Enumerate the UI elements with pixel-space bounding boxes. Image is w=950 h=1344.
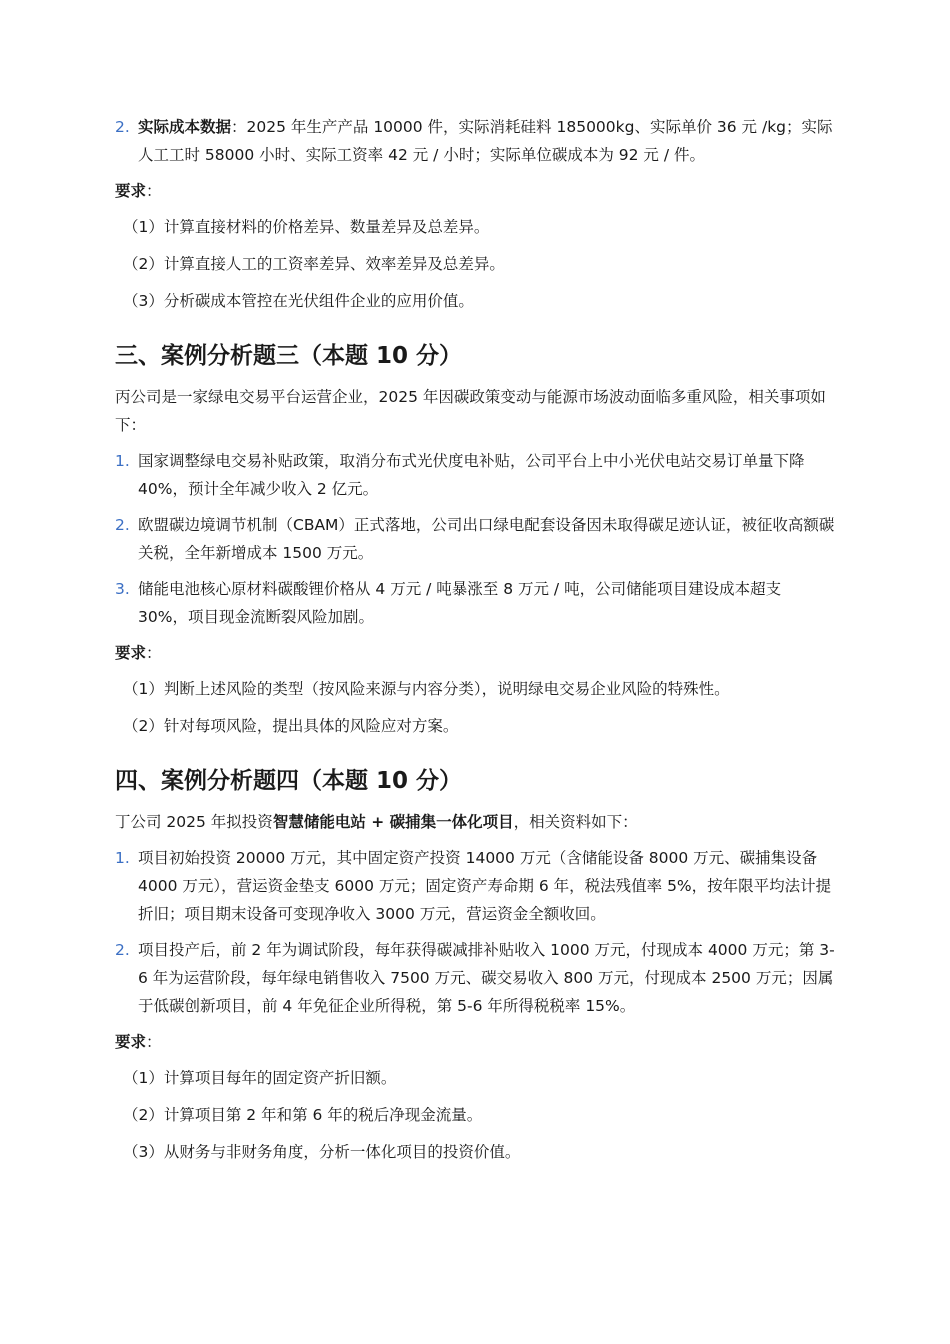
requirement-item: （1）计算项目每年的固定资产折旧额。	[123, 1069, 397, 1087]
list-item-text: 国家调整绿电交易补贴政策，取消分布式光伏度电补贴，公司平台上中小光伏电站交易订单量下降 40%，预计全年减少收入 2 亿元。	[138, 452, 805, 498]
list-number: 1.	[115, 849, 130, 867]
list-number: 2.	[115, 516, 130, 534]
section-title: 三、案例分析题三（本题 10 分）	[115, 343, 463, 369]
requirements-label: 要求：	[115, 644, 162, 662]
section-title: 四、案例分析题四（本题 10 分）	[115, 768, 463, 794]
list-item	[115, 575, 835, 631]
section-intro: 丙公司是一家绿电交易平台运营企业，2025 年因碳政策变动与能源市场波动面临多重风险，相关事项如下：	[115, 388, 826, 434]
list-item-text: 储能电池核心原材料碳酸锂价格从 4 万元 / 吨暴涨至 8 万元 / 吨，公司储能项目建设成本超支 30%，项目现金流断裂风险加剧。	[138, 580, 782, 626]
list-item	[115, 511, 835, 567]
list-item	[115, 936, 835, 1020]
requirements-label: 要求：	[115, 1033, 162, 1051]
list-item	[115, 844, 835, 928]
requirement-item: （3）从财务与非财务角度，分析一体化项目的投资价值。	[123, 1143, 521, 1161]
requirement-item: （2）针对每项风险，提出具体的风险应对方案。	[123, 717, 459, 735]
requirement-item: （1）判断上述风险的类型（按风险来源与内容分类），说明绿电交易企业风险的特殊性。	[123, 680, 730, 698]
list-item-bold: 实际成本数据	[138, 118, 232, 136]
requirement-item: （1）计算直接材料的价格差异、数量差异及总差异。	[123, 218, 490, 236]
requirement-item: （2）计算项目第 2 年和第 6 年的税后净现金流量。	[123, 1106, 483, 1124]
list-item-text: ：2025 年生产产品 10000 件，实际消耗硅料 185000kg、实际单价 36 元 /kg；实际人工工时 58000 小时、实际工资率 42 元 / 小时；实际单位碳成本为 92 元 / 件。	[138, 118, 833, 164]
list-item	[115, 447, 835, 503]
project-name: 智慧储能电站 + 碳捕集一体化项目	[272, 813, 514, 831]
document-page	[115, 113, 835, 1175]
list-number: 1.	[115, 452, 130, 470]
requirement-item: （2）计算直接人工的工资率差异、效率差异及总差异。	[123, 255, 505, 273]
list-item-text: 项目投产后，前 2 年为调试阶段，每年获得碳减排补贴收入 1000 万元，付现成本 4000 万元；第 3-6 年为运营阶段，每年绿电销售收入 7500 万元、碳交易收入 800 万元，付现成本 2500 万元；因属于低碳创新项目，前 4 年免征企业所得税，第 5-6 年所得税税率 15%。	[138, 941, 835, 1015]
list-number: 3.	[115, 580, 130, 598]
requirement-item: （3）分析碳成本管控在光伏组件企业的应用价值。	[123, 292, 474, 310]
list-item	[115, 113, 835, 169]
list-item-text: 欧盟碳边境调节机制（CBAM）正式落地，公司出口绿电配套设备因未取得碳足迹认证，被征收高额碳关税，全年新增成本 1500 万元。	[138, 516, 835, 562]
list-item-text: 项目初始投资 20000 万元，其中固定资产投资 14000 万元（含储能设备 8000 万元、碳捕集设备 4000 万元），营运资金垫支 6000 万元；固定资产寿命期 6 年，税法残值率 5%，按年限平均法计提折旧；项目期末设备可变现净收入 3000 万元，营运资金全额收回。	[138, 849, 832, 923]
requirements-label: 要求：	[115, 182, 162, 200]
list-number: 2.	[115, 941, 130, 959]
list-number: 2.	[115, 118, 130, 136]
section-intro: 丁公司 2025 年拟投资智慧储能电站 + 碳捕集一体化项目，相关资料如下：	[115, 813, 638, 831]
